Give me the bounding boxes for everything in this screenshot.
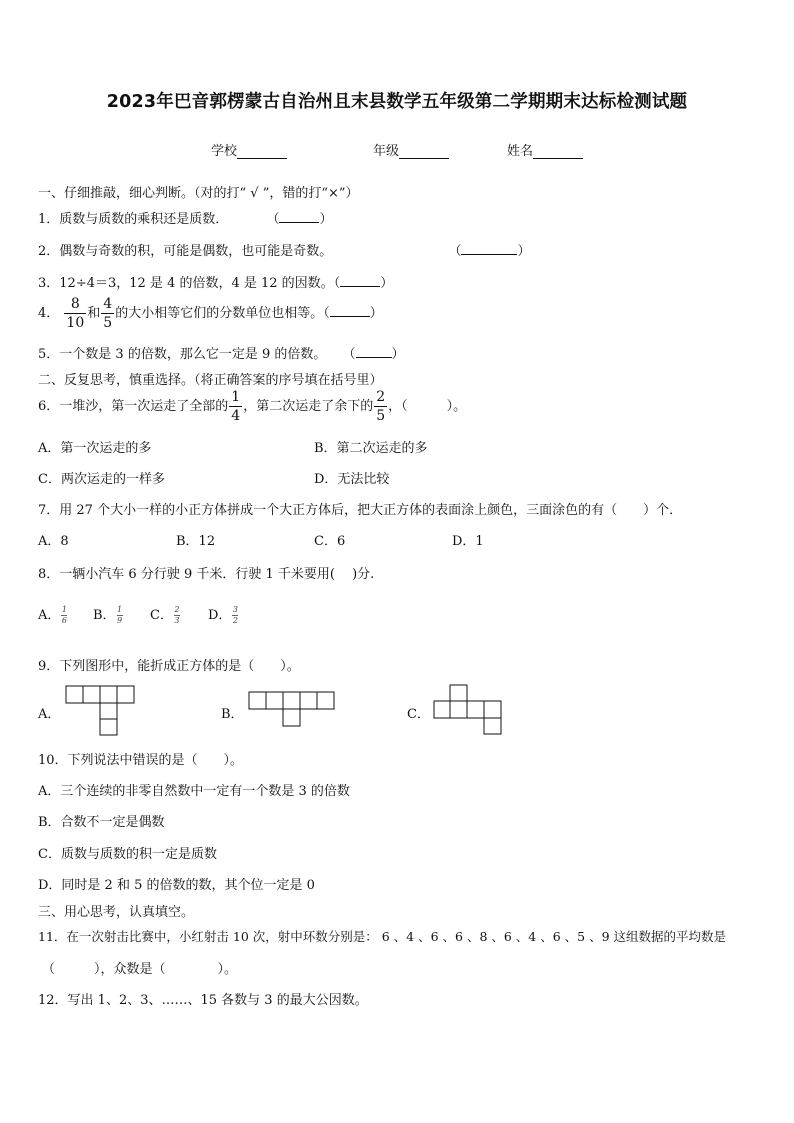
q8-option-d[interactable] [208,604,239,625]
numerator: 4 [103,296,113,312]
numerator: 8 [70,296,80,312]
paren-close: ） [517,244,531,259]
numerator: 1 [61,605,67,614]
paren-open: （ [323,306,330,321]
numerator: 2 [376,389,386,405]
option-label: C． [150,608,173,623]
cube-net-b[interactable] [248,691,336,729]
denominator: 6 [61,616,67,625]
option-fraction [232,606,238,625]
school-blank[interactable] [237,144,287,159]
section3-heading: 三、用心思考，认真填空。 [38,905,195,920]
q7-option-d[interactable]: D．1 [452,534,484,549]
q7-option-a[interactable]: A．8 [38,534,69,549]
grade-label: 年级 [373,144,400,159]
option-label: B． [93,608,116,623]
name-blank[interactable] [533,144,583,159]
question-text: ，第二次运走了余下的 [243,399,374,414]
option-label: D． [208,608,232,623]
q7-option-b[interactable]: B．12 [176,534,216,549]
q9-option-c-label[interactable]: C． [407,707,430,722]
question-text: ，（ ）。 [388,399,467,414]
question-9: 9．下列图形中，能折成正方体的是（ ）。 [38,659,300,674]
q10-option-b[interactable]: B．合数不一定是偶数 [38,815,165,830]
q6-option-b[interactable]: B．第二次运走的多 [314,441,428,456]
question-3 [38,272,393,291]
grade-blank[interactable] [399,144,449,159]
option-fraction [117,606,123,625]
cube-net-c[interactable] [433,684,503,736]
option-label: A． [38,608,61,623]
q6-option-a[interactable]: A．第一次运走的多 [38,441,152,456]
q8-option-b[interactable] [93,604,124,625]
fraction-2-5 [374,390,387,423]
school-label: 学校 [211,144,238,159]
question-number: 1． [38,212,60,227]
question-5 [38,343,405,362]
fraction-8-10 [64,297,86,330]
answer-blank[interactable] [340,274,380,287]
question-11-line2[interactable]: （ ），众数是（ ）。 [42,962,238,977]
paren-close: ） [391,347,405,362]
question-text: 12÷4＝3，12 是 4 的倍数，4 是 12 的因数。 [59,276,334,291]
paren-close: ） [380,276,394,291]
question-number: 3． [38,276,60,291]
option-fraction [174,606,180,625]
q8-option-a[interactable] [38,604,68,625]
denominator: 5 [103,315,113,331]
paren-close: ） [369,306,383,321]
question-2 [38,240,530,259]
denominator: 10 [66,315,85,331]
school-field [211,140,287,159]
question-6 [38,390,466,423]
question-10: 10．下列说法中错误的是（ ）。 [38,753,244,768]
paren-open: （ [342,347,356,362]
question-text: 一个数是 3 的倍数，那么它一定是 9 的倍数。 [59,347,327,362]
section1-heading: 一、仔细推敲，细心判断。（对的打“ √ ”，错的打“×”） [38,186,359,201]
question-12: 12．写出 1、2、3、……、15 各数与 3 的最大公因数。 [38,993,368,1008]
name-field [507,140,583,159]
question-number: 2． [38,244,60,259]
answer-blank[interactable] [461,242,517,255]
denominator: 3 [174,616,180,625]
question-text: 偶数与奇数的积，可能是偶数，也可能是奇数。 [59,244,333,259]
q10-option-c[interactable]: C．质数与质数的积一定是质数 [38,847,217,862]
denominator: 4 [231,408,241,424]
numerator: 2 [174,605,180,614]
question-4 [38,297,383,330]
denominator: 5 [376,408,386,424]
page-title: 2023年巴音郭楞蒙古自治州且末县数学五年级第二学期期末达标检测试题 [106,92,688,112]
denominator: 2 [232,616,238,625]
question-number: 6． [38,399,60,414]
question-7: 7．用 27 个大小一样的小正方体拼成一个大正方体后，把大正方体的表面涂上颜色，三面涂色的有（ ）个． [38,503,683,518]
answer-blank[interactable] [356,345,392,358]
question-number: 5． [38,347,60,362]
connector-text: 和 [87,306,101,321]
numerator: 1 [117,605,123,614]
paren-open: （ [266,212,280,227]
paren-close: ） [319,212,333,227]
fraction-4-5 [101,297,114,330]
numerator: 3 [232,605,238,614]
question-11-line1: 11．在一次射击比赛中，小红射击 10 次，射中环数分别是： 6 、4 、6 、6 、8 、6 、4 、6 、5 、9 这组数据的平均数是 [38,929,726,944]
denominator: 9 [117,616,123,625]
q8-option-c[interactable] [150,604,181,625]
question-number: 4． [38,306,60,321]
answer-blank[interactable] [279,210,319,223]
q7-option-c[interactable]: C．6 [314,534,346,549]
question-text: 的大小相等它们的分数单位也相等。 [115,306,324,321]
q10-option-d[interactable]: D．同时是 2 和 5 的倍数的数，其个位一定是 0 [38,878,315,893]
q9-option-a-label[interactable]: A． [38,707,61,722]
q10-option-a[interactable]: A．三个连续的非零自然数中一定有一个数是 3 的倍数 [38,784,350,799]
paren-open: （ [448,244,462,259]
cube-net-a[interactable] [64,685,136,737]
q9-option-b-label[interactable]: B． [221,707,244,722]
question-text: 质数与质数的乘积还是质数． [59,212,229,227]
question-1 [38,208,332,227]
paren-open: （ [333,276,341,291]
question-8: 8．一辆小汽车 6 分行驶 9 千米．行驶 1 千米要用( )分. [38,567,375,582]
question-text: 一堆沙，第一次运走了全部的 [59,399,229,414]
fraction-1-4 [229,390,242,423]
q6-option-d[interactable]: D．无法比较 [314,472,390,487]
section2-heading: 二、反复思考，慎重选择。（将正确答案的序号填在括号里） [38,373,383,388]
answer-blank[interactable] [330,304,370,317]
name-label: 姓名 [507,144,534,159]
grade-field [373,140,449,159]
numerator: 1 [231,389,241,405]
option-fraction [61,606,67,625]
q6-option-c[interactable]: C．两次运走的一样多 [38,472,165,487]
